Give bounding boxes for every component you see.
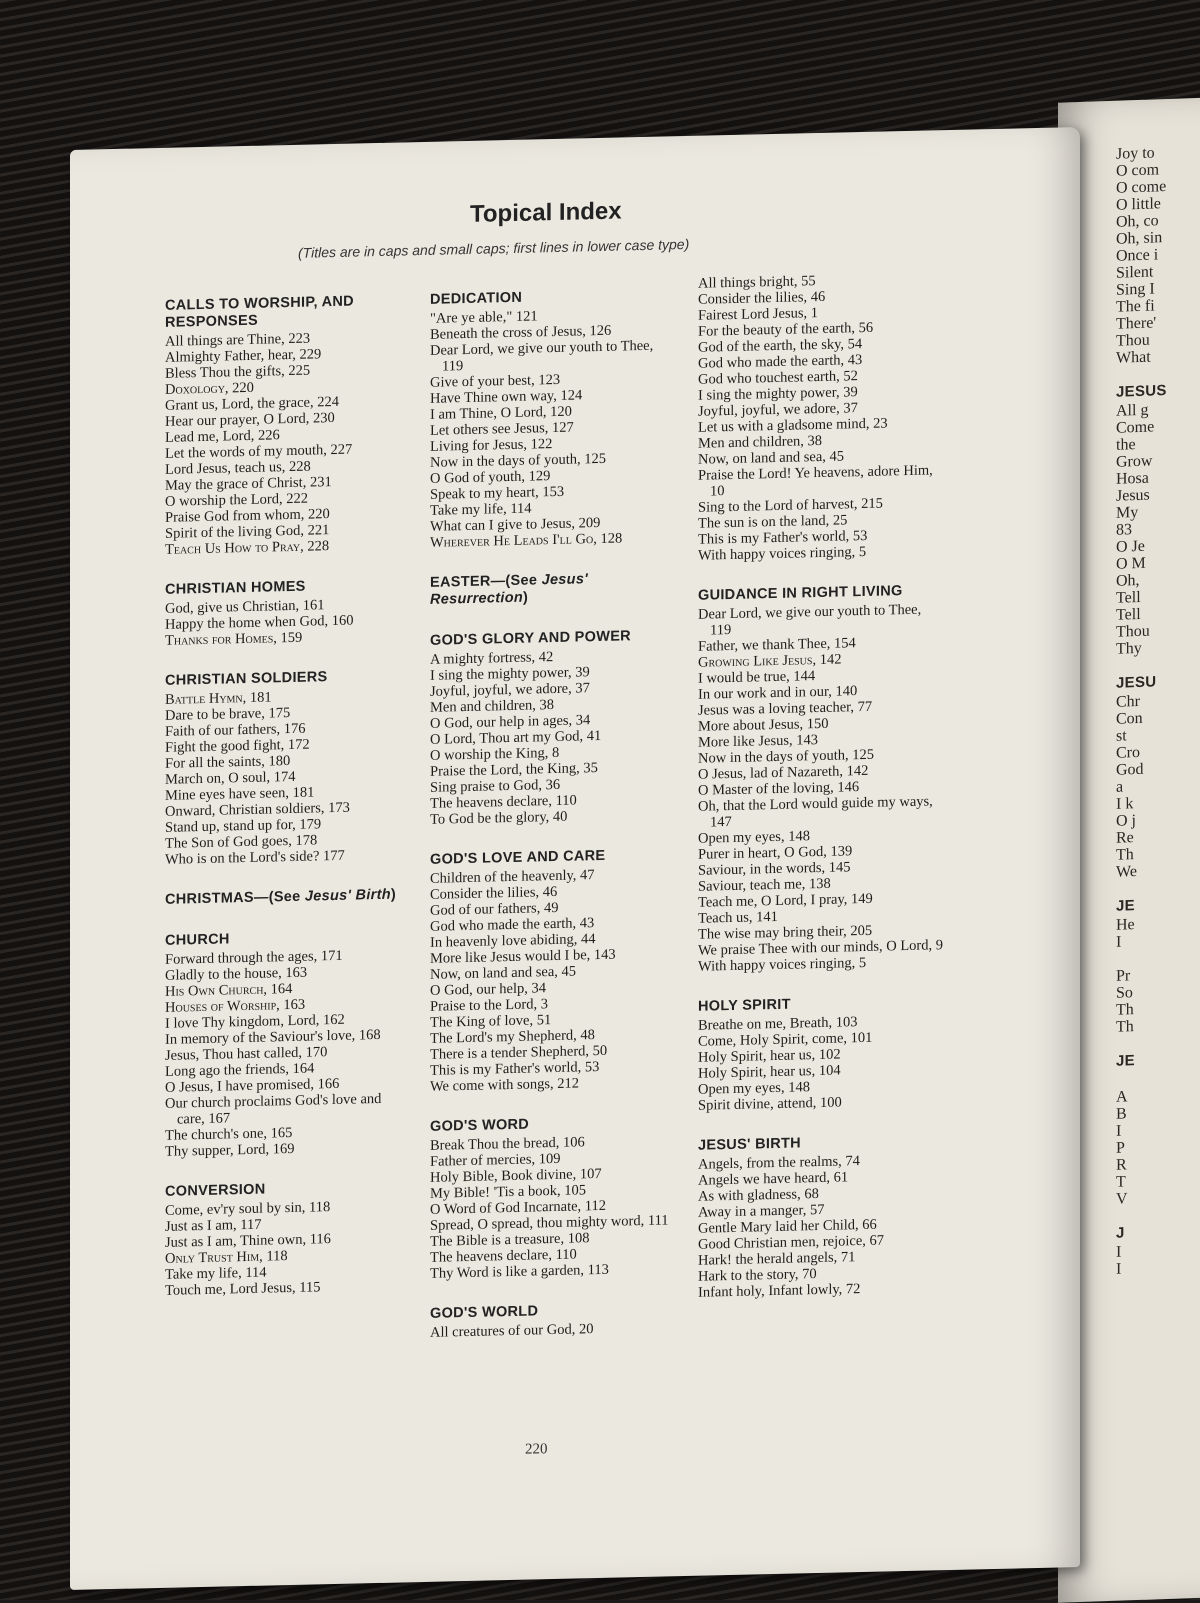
index-entry: A mighty fortress, 42 xyxy=(430,649,554,668)
facing-page-line: JE xyxy=(1116,897,1135,915)
facing-page-line: My xyxy=(1116,503,1139,522)
index-entry: Men and children, 38 xyxy=(430,697,555,716)
index-entry: Stand up, stand up for, 179 xyxy=(165,816,322,836)
index-entry: The Lord's my Shepherd, 48 xyxy=(430,1027,595,1047)
index-entry: Jesus, Thou hast called, 170 xyxy=(165,1044,328,1064)
index-entry: Holy Bible, Book divine, 107 xyxy=(430,1165,602,1186)
facing-page-line: There' xyxy=(1116,314,1157,333)
facing-page-line: Grow xyxy=(1116,452,1153,471)
index-entry: The church's one, 165 xyxy=(165,1124,293,1144)
index-section xyxy=(165,927,410,1160)
index-entry: Sing to the Lord of harvest, 215 xyxy=(698,495,883,516)
index-entry: With happy voices ringing, 5 xyxy=(698,543,867,564)
index-column-3 xyxy=(698,270,943,1325)
facing-page-line: Sing I xyxy=(1116,280,1155,299)
index-entry: Teach us, 141 xyxy=(698,908,778,927)
index-entry: Now in the days of youth, 125 xyxy=(698,746,874,767)
index-entry: Dear Lord, we give our youth to Thee, 119 xyxy=(430,337,654,375)
index-entry: Saviour, in the words, 145 xyxy=(698,859,851,879)
index-entry: Only Trust Him, 118 xyxy=(165,1248,288,1267)
facing-page-line: Tell xyxy=(1116,605,1141,624)
index-entry: Father of mercies, 109 xyxy=(430,1150,561,1170)
index-entry: The heavens declare, 110 xyxy=(430,792,577,812)
index-entry: All things bright, 55 xyxy=(698,273,816,292)
facing-page-line: Cro xyxy=(1116,743,1140,762)
facing-page-line: the xyxy=(1116,436,1136,454)
index-section xyxy=(430,569,675,609)
index-column-2 xyxy=(430,286,675,1365)
facing-page-line: Oh, xyxy=(1116,571,1140,590)
index-entry: Hear our prayer, O Lord, 230 xyxy=(165,409,335,430)
facing-page-line: Th xyxy=(1116,1001,1134,1019)
index-entry: More like Jesus, 143 xyxy=(698,732,819,751)
index-entry: Let us with a gladsome mind, 23 xyxy=(698,415,888,436)
facing-page-line: He xyxy=(1116,916,1135,934)
index-section xyxy=(698,582,943,975)
index-entry: Father, we thank Thee, 154 xyxy=(698,635,856,655)
facing-page-line: Joy to xyxy=(1116,144,1155,163)
facing-page-line: 83 xyxy=(1116,521,1132,539)
facing-page-line: O Je xyxy=(1116,537,1145,556)
index-entry: As with gladness, 68 xyxy=(698,1186,819,1205)
facing-page-line: So xyxy=(1116,984,1133,1002)
facing-page-line: B xyxy=(1116,1105,1127,1123)
index-entry: I am Thine, O Lord, 120 xyxy=(430,403,572,423)
index-entry: Good Christian men, rejoice, 67 xyxy=(698,1232,885,1253)
facing-page-line: I xyxy=(1116,1260,1122,1278)
facing-page-line: V xyxy=(1116,1190,1128,1208)
facing-page-line: I k xyxy=(1116,795,1134,813)
index-entry: Holy Spirit, hear us, 104 xyxy=(698,1062,841,1082)
index-entry: Purer in heart, O God, 139 xyxy=(698,843,853,863)
index-entry: Open my eyes, 148 xyxy=(698,828,810,847)
facing-page-line: Th xyxy=(1116,1018,1134,1036)
index-column-1 xyxy=(165,292,410,1323)
index-entry: Angels we have heard, 61 xyxy=(698,1169,849,1189)
index-entry: O God, our help in ages, 34 xyxy=(430,712,591,732)
index-entry: Children of the heavenly, 47 xyxy=(430,867,595,887)
facing-page-line: JESUS xyxy=(1116,381,1167,401)
facing-page-line: Hosa xyxy=(1116,469,1149,488)
index-entry: I love Thy kingdom, Lord, 162 xyxy=(165,1011,345,1032)
index-entry: Hark! the herald angels, 71 xyxy=(698,1249,856,1269)
section-heading: CHRISTMAS—(See Jesus' Birth) xyxy=(165,886,397,908)
index-entry: Just as I am, Thine own, 116 xyxy=(165,1231,331,1251)
index-entry: Open my eyes, 148 xyxy=(698,1079,810,1098)
facing-page-line: Con xyxy=(1116,709,1143,728)
index-entry: In heavenly love abiding, 44 xyxy=(430,931,596,951)
index-entry: Oh, that the Lord would guide my ways, 147 xyxy=(698,793,933,831)
index-entry: Breathe on me, Breath, 103 xyxy=(698,1014,858,1034)
index-entry: My Bible! 'Tis a book, 105 xyxy=(430,1182,586,1202)
index-entry: Come, ev'ry soul by sin, 118 xyxy=(165,1199,331,1219)
index-entry: Spirit of the living God, 221 xyxy=(165,522,330,542)
index-entry: Give of your best, 123 xyxy=(430,371,561,391)
index-entry: Hark to the story, 70 xyxy=(698,1266,817,1285)
index-section xyxy=(165,667,410,868)
facing-page-line: Th xyxy=(1116,846,1134,864)
facing-page-line: Thou xyxy=(1116,622,1150,641)
index-entry: Mine eyes have seen, 181 xyxy=(165,784,315,804)
index-entry: Praise God from whom, 220 xyxy=(165,506,330,526)
index-entry: His Own Church, 164 xyxy=(165,980,293,1000)
index-entry: Praise the Lord, the King, 35 xyxy=(430,760,598,780)
facing-page-line: Thy xyxy=(1116,639,1142,658)
facing-page-line: Pr xyxy=(1116,967,1131,985)
index-entry: Houses of Worship, 163 xyxy=(165,996,306,1016)
index-entry: Thanks for Homes, 159 xyxy=(165,629,303,649)
page-subtitle: (Titles are in caps and small caps; first lines in lower case type) xyxy=(298,235,690,261)
index-entry: O God of youth, 129 xyxy=(430,468,551,487)
facing-page-line: O M xyxy=(1116,554,1146,573)
facing-page-line: Re xyxy=(1116,829,1134,847)
index-entry: For all the saints, 180 xyxy=(165,753,291,772)
index-section xyxy=(165,292,410,558)
index-entry: This is my Father's world, 53 xyxy=(430,1058,600,1079)
index-entry: I sing the mighty power, 39 xyxy=(430,664,590,684)
facing-page-line: I xyxy=(1116,1243,1122,1261)
index-section xyxy=(165,576,410,649)
index-entry: Now, on land and sea, 45 xyxy=(430,963,577,983)
index-entry: Praise to the Lord, 3 xyxy=(430,996,548,1015)
index-entry: Holy Spirit, hear us, 102 xyxy=(698,1046,841,1066)
index-entry: Consider the lilies, 46 xyxy=(698,288,826,308)
index-entry: Our church proclaims God's love and care, 167 xyxy=(165,1090,382,1128)
index-entry: O God, our help, 34 xyxy=(430,980,546,999)
index-entry: O Jesus, I have promised, 166 xyxy=(165,1075,340,1096)
index-entry: Spirit divine, attend, 100 xyxy=(698,1094,842,1114)
facing-page-line: The fi xyxy=(1116,297,1155,316)
index-entry: Joyful, joyful, we adore, 37 xyxy=(430,680,590,700)
facing-page-line: What xyxy=(1116,348,1151,367)
section-heading: GOD'S WORD xyxy=(430,1116,530,1135)
facing-page-line: J xyxy=(1116,1224,1125,1242)
index-entry: Gladly to the house, 163 xyxy=(165,964,308,984)
index-entry: Gentle Mary laid her Child, 66 xyxy=(698,1216,877,1237)
index-entry: God of our fathers, 49 xyxy=(430,899,559,919)
index-entry: O Jesus, lad of Nazareth, 142 xyxy=(698,762,869,783)
section-heading: EASTER—(See Jesus' Resurrection) xyxy=(430,571,588,608)
facing-page-line: A xyxy=(1116,1088,1128,1106)
index-entry: The King of love, 51 xyxy=(430,1012,552,1031)
index-section xyxy=(430,1300,675,1341)
index-entry: In our work and in our, 140 xyxy=(698,683,858,703)
index-entry: Saviour, teach me, 138 xyxy=(698,875,831,895)
index-entry: Take my life, 114 xyxy=(165,1264,267,1283)
index-entry: Lead me, Lord, 226 xyxy=(165,427,280,446)
index-entry: Fairest Lord Jesus, 1 xyxy=(698,305,819,324)
index-entry: Jesus was a loving teacher, 77 xyxy=(698,698,873,719)
facing-page-line: O com xyxy=(1116,161,1160,180)
index-entry: Now, on land and sea, 45 xyxy=(698,448,845,468)
section-heading: GUIDANCE IN RIGHT LIVING xyxy=(698,583,903,604)
index-entry: Onward, Christian soldiers, 173 xyxy=(165,799,350,820)
index-entry: Come, Holy Spirit, come, 101 xyxy=(698,1029,873,1050)
see-reference: Jesus' Resurrection xyxy=(430,571,588,608)
facing-page-line: O little xyxy=(1116,195,1161,214)
index-entry: Break Thou the bread, 106 xyxy=(430,1134,585,1154)
facing-page-line: God xyxy=(1116,760,1144,779)
index-section xyxy=(430,846,675,1095)
index-entry: Dear Lord, we give our youth to Thee, 119 xyxy=(698,601,922,639)
facing-page-line: Chr xyxy=(1116,692,1140,711)
index-section xyxy=(698,270,943,564)
index-entry: Thy supper, Lord, 169 xyxy=(165,1140,295,1160)
facing-page-line: Tell xyxy=(1116,588,1141,607)
index-entry: Angels, from the realms, 74 xyxy=(698,1153,860,1173)
index-section xyxy=(165,1178,410,1299)
index-entry: With happy voices ringing, 5 xyxy=(698,954,867,975)
see-reference: Jesus' Birth xyxy=(304,886,391,905)
index-entry: Joyful, joyful, we adore, 37 xyxy=(698,400,858,420)
facing-page-line: O j xyxy=(1116,812,1136,830)
index-entry: The Bible is a treasure, 108 xyxy=(430,1230,590,1250)
index-entry: Spread, O spread, thou mighty word, 111 xyxy=(430,1212,669,1234)
index-section xyxy=(430,627,675,828)
index-entry: To God be the glory, 40 xyxy=(430,808,568,828)
index-entry: Speak to my heart, 153 xyxy=(430,483,565,503)
index-entry: Praise the Lord! Ye heavens, adore Him, 10 xyxy=(698,462,933,500)
index-entry: Away in a manger, 57 xyxy=(698,1201,825,1221)
index-entry: What can I give to Jesus, 209 xyxy=(430,514,601,535)
facing-page-line: I xyxy=(1116,1122,1122,1140)
index-entry: Men and children, 38 xyxy=(698,432,823,452)
index-section xyxy=(430,1113,675,1282)
index-entry: Take my life, 114 xyxy=(430,500,532,519)
page-number: 220 xyxy=(525,1441,548,1458)
index-entry: Just as I am, 117 xyxy=(165,1216,262,1235)
index-entry: Grant us, Lord, the grace, 224 xyxy=(165,393,339,414)
index-entry: All things are Thine, 223 xyxy=(165,330,311,350)
index-section xyxy=(698,993,943,1114)
index-entry: Fight the good fight, 172 xyxy=(165,736,310,756)
facing-page-line: Once i xyxy=(1116,246,1159,265)
facing-page-line: Come xyxy=(1116,418,1155,437)
index-entry: We praise Thee with our minds, O Lord, 9 xyxy=(698,937,944,959)
index-section xyxy=(698,1132,943,1301)
section-heading: GOD'S WORLD xyxy=(430,1303,539,1322)
index-section xyxy=(165,886,410,909)
index-entry: Who is on the Lord's side? 177 xyxy=(165,847,345,868)
index-entry: Now in the days of youth, 125 xyxy=(430,450,606,471)
index-entry: The Son of God goes, 178 xyxy=(165,832,318,852)
index-entry: "Are ye able," 121 xyxy=(430,308,538,327)
facing-page-line: Thou xyxy=(1116,331,1150,350)
index-entry: May the grace of Christ, 231 xyxy=(165,474,332,494)
facing-page-line: P xyxy=(1116,1139,1125,1157)
facing-page-line: JESU xyxy=(1116,673,1157,692)
index-entry: Infant holy, Infant lowly, 72 xyxy=(698,1281,861,1301)
page-title: Topical Index xyxy=(470,197,622,228)
facing-page-line: T xyxy=(1116,1173,1126,1191)
index-entry: Dare to be brave, 175 xyxy=(165,705,291,724)
index-entry: Thy Word is like a garden, 113 xyxy=(430,1261,609,1282)
index-entry: Forward through the ages, 171 xyxy=(165,947,343,968)
index-entry: We come with songs, 212 xyxy=(430,1075,580,1095)
index-entry: March on, O soul, 174 xyxy=(165,768,296,788)
index-entry: Bless Thou the gifts, 225 xyxy=(165,362,311,382)
index-entry: Consider the lilies, 46 xyxy=(430,883,558,903)
index-page xyxy=(70,127,1080,1590)
index-entry: Living for Jesus, 122 xyxy=(430,436,553,455)
section-heading: CALLS TO WORSHIP, AND RESPONSES xyxy=(165,293,354,331)
section-heading: CONVERSION xyxy=(165,1181,266,1200)
section-heading: GOD'S GLORY AND POWER xyxy=(430,628,631,649)
index-entry: Let the words of my mouth, 227 xyxy=(165,441,353,462)
index-entry: There is a tender Shepherd, 50 xyxy=(430,1042,608,1063)
index-entry: Lord Jesus, teach us, 228 xyxy=(165,458,311,478)
section-heading: CHURCH xyxy=(165,931,230,949)
index-entry: Battle Hymn, 181 xyxy=(165,689,272,708)
index-entry: O Word of God Incarnate, 112 xyxy=(430,1197,607,1218)
facing-page-line: All g xyxy=(1116,401,1149,420)
index-entry: Sing praise to God, 36 xyxy=(430,776,561,796)
facing-page-line: Silent xyxy=(1116,263,1154,282)
facing-page-line: I xyxy=(1116,933,1122,951)
index-entry: Teach me, O Lord, I pray, 149 xyxy=(698,890,873,911)
section-heading: HOLY SPIRIT xyxy=(698,996,791,1015)
index-entry: Let others see Jesus, 127 xyxy=(430,419,574,439)
index-entry: O Lord, Thou art my God, 41 xyxy=(430,727,602,748)
index-entry: For the beauty of the earth, 56 xyxy=(698,319,874,340)
facing-page-line: JE xyxy=(1116,1052,1135,1070)
index-entry: God, give us Christian, 161 xyxy=(165,597,325,617)
index-entry: Happy the home when God, 160 xyxy=(165,612,354,633)
index-entry: More about Jesus, 150 xyxy=(698,715,829,735)
index-entry: Doxology, 220 xyxy=(165,379,254,398)
facing-page-line: O come xyxy=(1116,178,1167,197)
index-entry: In memory of the Saviour's love, 168 xyxy=(165,1026,381,1048)
index-entry: Growing Like Jesus, 142 xyxy=(698,651,842,671)
index-entry: O Master of the loving, 146 xyxy=(698,779,860,799)
index-entry: God of the earth, the sky, 54 xyxy=(698,336,863,356)
index-entry: God who touchest earth, 52 xyxy=(698,368,858,388)
index-entry: I sing the mighty power, 39 xyxy=(698,384,858,404)
index-entry: The wise may bring their, 205 xyxy=(698,922,873,943)
facing-page-line: We xyxy=(1116,863,1137,881)
index-section xyxy=(430,286,675,551)
section-heading: CHRISTIAN SOLDIERS xyxy=(165,669,328,689)
index-entry: I would be true, 144 xyxy=(698,668,816,687)
index-entry: More like Jesus would I be, 143 xyxy=(430,946,616,967)
facing-page-line: Oh, co xyxy=(1116,212,1159,231)
section-heading: GOD'S LOVE AND CARE xyxy=(430,847,606,868)
section-heading: DEDICATION xyxy=(430,289,523,308)
index-entry: This is my Father's world, 53 xyxy=(698,527,868,548)
index-entry: God who made the earth, 43 xyxy=(430,915,595,935)
index-entry: The sun is on the land, 25 xyxy=(698,512,848,532)
index-entry: Faith of our fathers, 176 xyxy=(165,720,306,740)
section-heading: JESUS' BIRTH xyxy=(698,1135,801,1154)
index-entry: God who made the earth, 43 xyxy=(698,352,863,372)
section-heading: CHRISTIAN HOMES xyxy=(165,578,306,598)
index-entry: Almighty Father, hear, 229 xyxy=(165,346,322,366)
index-entry: O worship the King, 8 xyxy=(430,744,560,764)
index-entry: Teach Us How to Pray, 228 xyxy=(165,538,330,558)
facing-page-line: a xyxy=(1116,778,1124,796)
index-entry: Touch me, Lord Jesus, 115 xyxy=(165,1279,321,1299)
index-entry: Beneath the cross of Jesus, 126 xyxy=(430,322,612,343)
index-entry: Wherever He Leads I'll Go, 128 xyxy=(430,530,623,551)
facing-page-line: Jesus xyxy=(1116,486,1150,505)
index-entry: O worship the Lord, 222 xyxy=(165,490,308,510)
index-entry: Have Thine own way, 124 xyxy=(430,387,583,407)
index-entry: All creatures of our God, 20 xyxy=(430,1321,594,1341)
index-entry: The heavens declare, 110 xyxy=(430,1246,577,1266)
facing-page-line: st xyxy=(1116,727,1127,745)
facing-page-line: R xyxy=(1116,1156,1127,1174)
index-entry: Long ago the friends, 164 xyxy=(165,1060,315,1080)
facing-page-line: Oh, sin xyxy=(1116,229,1163,248)
